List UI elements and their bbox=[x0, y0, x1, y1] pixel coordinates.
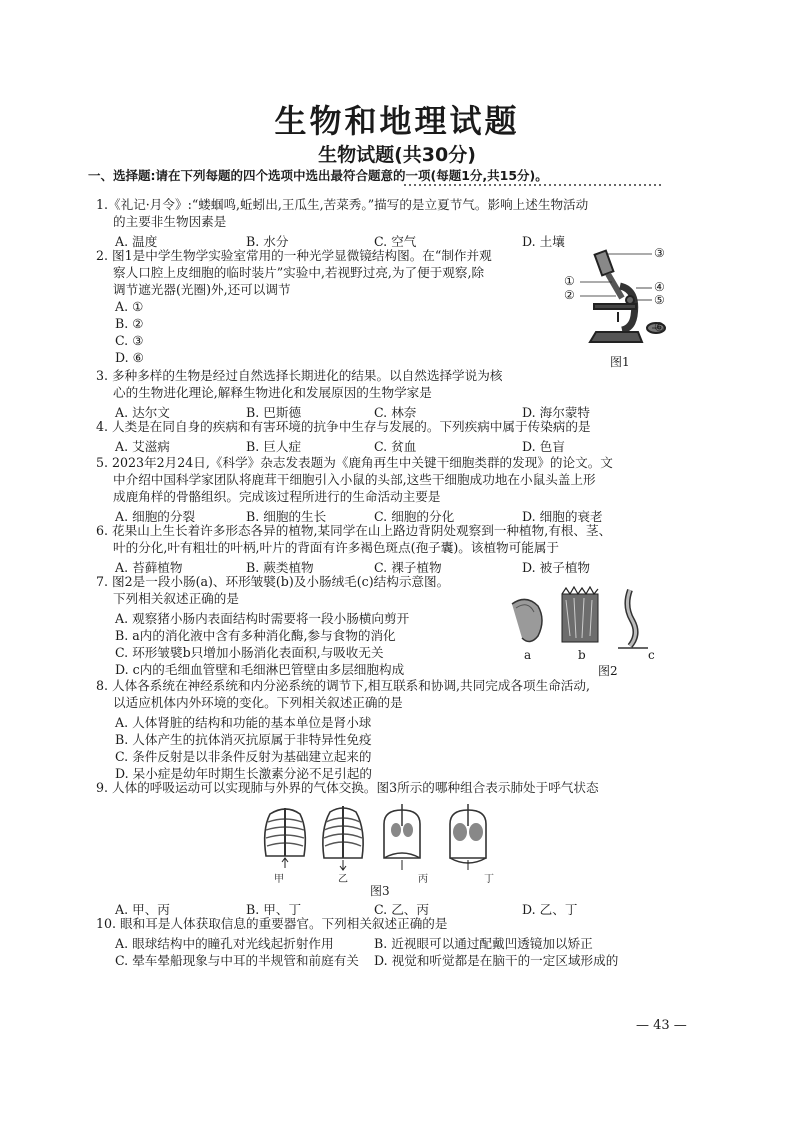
q6-option-b: B. 蕨类植物 bbox=[246, 560, 314, 575]
q7-option-d: D. c内的毛细血管壁和毛细淋巴管壁由多层细胞构成 bbox=[115, 662, 405, 677]
q2-stem-line1: 2. 图1是中学生物学实验室常用的一种光学显微镜结构图。在“制作并观 bbox=[96, 248, 492, 263]
fig1-mark-6: ⑥ bbox=[654, 320, 665, 334]
q7-option-b: B. a内的消化液中含有多种消化酶,参与食物的消化 bbox=[115, 628, 396, 643]
q4-option-b: B. 巨人症 bbox=[246, 439, 302, 454]
q5-stem-line2: 中介绍中国科学家团队将鹿茸干细胞引入小鼠的头部,这些干细胞成功地在小鼠头盖上形 bbox=[113, 472, 596, 487]
q1-stem-line1: 1.《礼记·月令》:“蝼蝈鸣,蚯蚓出,王瓜生,苦菜秀。”描写的是立夏节气。影响上述生物活动 bbox=[96, 197, 589, 212]
section-dotted-underline bbox=[404, 183, 664, 187]
q8-option-d: D. 呆小症是幼年时期生长激素分泌不足引起的 bbox=[115, 766, 372, 781]
fig3-label-bing: 丙 bbox=[418, 874, 428, 885]
page-subtitle: 生物试题(共30分) bbox=[318, 144, 476, 166]
fig2-label-b: b bbox=[578, 648, 586, 662]
q2-option-b: B. ② bbox=[115, 316, 144, 331]
fig1-mark-2: ② bbox=[564, 288, 575, 302]
q9-option-d: D. 乙、丁 bbox=[522, 902, 578, 917]
q2-option-c: C. ③ bbox=[115, 333, 144, 348]
q5-option-a: A. 细胞的分裂 bbox=[115, 509, 196, 524]
q2-stem-line3: 调节遮光器(光圈)外,还可以调节 bbox=[113, 282, 291, 297]
q2-option-d: D. ⑥ bbox=[115, 350, 144, 365]
q3-option-c: C. 林奈 bbox=[374, 405, 417, 420]
q4-option-c: C. 贫血 bbox=[374, 439, 417, 454]
small-intestine-figure bbox=[508, 586, 668, 658]
fig3-caption: 图3 bbox=[370, 884, 390, 898]
q5-option-c: C. 细胞的分化 bbox=[374, 509, 455, 524]
q1-option-b: B. 水分 bbox=[246, 234, 289, 249]
fig1-mark-4: ④ bbox=[654, 280, 665, 294]
q5-option-b: B. 细胞的生长 bbox=[246, 509, 327, 524]
fig1-mark-3: ③ bbox=[654, 246, 665, 260]
q10-option-b: B. 近视眼可以通过配戴凹透镜加以矫正 bbox=[374, 936, 593, 951]
section-heading: 一、选择题:请在下列每题的四个选项中选出最符合题意的一项(每题1分,共15分)。 bbox=[88, 168, 548, 183]
bell-jar-bing bbox=[384, 804, 420, 870]
q3-option-d: D. 海尔蒙特 bbox=[522, 405, 591, 420]
page-title: 生物和地理试题 bbox=[274, 102, 520, 140]
q5-stem-line1: 5. 2023年2月24日,《科学》杂志发表题为《鹿角再生中关键干细胞类群的发现》的论文。文 bbox=[96, 455, 613, 470]
q4-option-a: A. 艾滋病 bbox=[115, 439, 170, 454]
q2-stem-line2: 察人口腔上皮细胞的临时装片”实验中,若视野过亮,为了便于观察,除 bbox=[113, 265, 485, 280]
q3-stem-line2: 心的生物进化理论,解释生物进化和发展原因的生物学家是 bbox=[113, 385, 432, 400]
breathing-figure bbox=[260, 800, 500, 872]
q3-option-a: A. 达尔文 bbox=[115, 405, 170, 420]
q7-stem-line1: 7. 图2是一段小肠(a)、环形皱襞(b)及小肠绒毛(c)结构示意图。 bbox=[96, 574, 450, 589]
q8-stem-line2: 以适应机体内外环境的变化。下列相关叙述正确的是 bbox=[113, 695, 403, 710]
q8-option-b: B. 人体产生的抗体消灭抗原属于非特异性免疫 bbox=[115, 732, 372, 747]
q3-stem-line1: 3. 多种多样的生物是经过自然选择长期进化的结果。以自然选择学说为核 bbox=[96, 368, 503, 383]
q7-option-a: A. 观察猪小肠内表面结构时需要将一段小肠横向剪开 bbox=[115, 611, 410, 626]
fig2-label-a: a bbox=[524, 648, 532, 662]
q1-option-a: A. 温度 bbox=[115, 234, 158, 249]
q9-stem-line1: 9. 人体的呼吸运动可以实现肺与外界的气体交换。图3所示的哪种组合表示肺处于呼气状态 bbox=[96, 780, 599, 795]
q7-option-c: C. 环形皱襞b只增加小肠消化表面积,与吸收无关 bbox=[115, 645, 384, 660]
q9-option-c: C. 乙、丙 bbox=[374, 902, 429, 917]
q8-option-c: C. 条件反射是以非条件反射为基础建立起来的 bbox=[115, 749, 372, 764]
fig2-label-c: c bbox=[648, 648, 655, 662]
q1-option-d: D. 土壤 bbox=[522, 234, 565, 249]
q3-option-b: B. 巴斯德 bbox=[246, 405, 302, 420]
page-number: — 43 — bbox=[636, 1018, 687, 1033]
fig1-mark-5: ⑤ bbox=[654, 293, 665, 307]
q10-option-d: D. 视觉和听觉都是在脑干的一定区域形成的 bbox=[374, 953, 619, 968]
q5-stem-line3: 成鹿角样的骨骼组织。完成该过程所进行的生命活动主要是 bbox=[113, 489, 441, 504]
ribcage-jia bbox=[265, 808, 306, 868]
q4-stem-line1: 4. 人类是在同自身的疾病和有害环境的抗争中生存与发展的。下列疾病中属于传染病的是 bbox=[96, 419, 591, 434]
q6-option-a: A. 苔藓植物 bbox=[115, 560, 183, 575]
bell-jar-ding bbox=[450, 804, 486, 870]
q10-stem-line1: 10. 眼和耳是人体获取信息的重要器官。下列相关叙述正确的是 bbox=[96, 916, 448, 931]
q8-stem-line1: 8. 人体各系统在神经系统和内分泌系统的调节下,相互联系和协调,共同完成各项生命活动, bbox=[96, 678, 590, 693]
q8-option-a: A. 人体肾脏的结构和功能的基本单位是肾小球 bbox=[115, 715, 372, 730]
q5-option-d: D. 细胞的衰老 bbox=[522, 509, 603, 524]
fig2-caption: 图2 bbox=[598, 664, 618, 678]
q10-option-a: A. 眼球结构中的瞳孔对光线起折射作用 bbox=[115, 936, 334, 951]
q9-option-a: A. 甲、丙 bbox=[115, 902, 170, 917]
q6-stem-line2: 叶的分化,叶有粗壮的叶柄,叶片的背面有许多褐色斑点(孢子囊)。该植物可能属于 bbox=[113, 540, 560, 555]
fig1-caption: 图1 bbox=[610, 355, 630, 369]
fig1-mark-1: ① bbox=[564, 274, 575, 288]
q6-stem-line1: 6. 花果山上生长着许多形态各异的植物,某同学在山上路边背阴处观察到一种植物,有根、茎、 bbox=[96, 523, 612, 538]
q1-stem-line2: 的主要非生物因素是 bbox=[113, 214, 227, 229]
q10-option-c: C. 晕车晕船现象与中耳的半规管和前庭有关 bbox=[115, 953, 359, 968]
q1-option-c: C. 空气 bbox=[374, 234, 417, 249]
q7-stem-line2: 下列相关叙述正确的是 bbox=[113, 591, 239, 606]
q9-option-b: B. 甲、丁 bbox=[246, 902, 302, 917]
fig3-label-jia: 甲 bbox=[274, 874, 284, 885]
q2-option-a: A. ① bbox=[115, 299, 144, 314]
q4-option-d: D. 色盲 bbox=[522, 439, 565, 454]
fig3-label-yi: 乙 bbox=[338, 874, 348, 885]
q6-option-d: D. 被子植物 bbox=[522, 560, 591, 575]
fig3-label-ding: 丁 bbox=[484, 874, 494, 885]
ribcage-yi bbox=[323, 806, 363, 870]
q6-option-c: C. 裸子植物 bbox=[374, 560, 442, 575]
